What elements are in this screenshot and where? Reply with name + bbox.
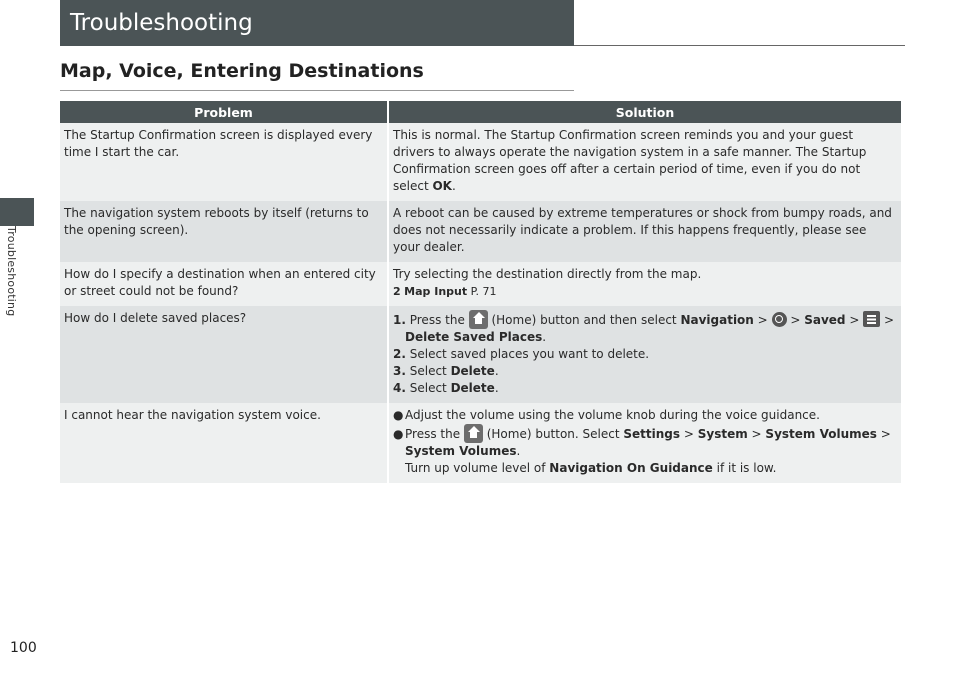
step-1 bbox=[393, 310, 897, 329]
note-text: Turn up volume level of bbox=[405, 461, 550, 475]
solution-cell bbox=[388, 262, 901, 306]
step-number: 2. bbox=[393, 347, 406, 361]
delete-ui-label: Delete bbox=[450, 364, 495, 378]
period: . bbox=[542, 330, 547, 344]
solution-cell bbox=[388, 306, 901, 403]
delete-ui-label: Delete bbox=[450, 381, 495, 395]
bullet-icon: ● bbox=[393, 408, 404, 422]
bullet-text: (Home) button. Select bbox=[482, 427, 624, 441]
title-rule bbox=[574, 45, 905, 46]
step-number: 1. bbox=[393, 313, 406, 327]
separator: > bbox=[680, 427, 698, 441]
solution-cell bbox=[388, 403, 901, 483]
subtitle-rule bbox=[60, 90, 574, 91]
bullet-2-note bbox=[393, 460, 897, 477]
side-section-label: Troubleshooting bbox=[5, 226, 18, 317]
menu-icon bbox=[863, 311, 880, 327]
troubleshooting-table bbox=[60, 101, 901, 483]
separator: > bbox=[786, 313, 805, 327]
system-volumes-ui-label: System Volumes bbox=[765, 427, 877, 441]
step-text: Select bbox=[405, 381, 451, 395]
table-row bbox=[60, 123, 901, 201]
table-row bbox=[60, 262, 901, 306]
period: . bbox=[516, 444, 521, 458]
settings-ui-label: Settings bbox=[623, 427, 681, 441]
section-subtitle: Map, Voice, Entering Destinations bbox=[60, 60, 424, 82]
system-ui-label: System bbox=[697, 427, 748, 441]
bullet-2 bbox=[393, 424, 897, 443]
reference-arrow-icon: 2 bbox=[393, 285, 401, 298]
step-text: Select bbox=[405, 364, 451, 378]
problem-cell: The navigation system reboots by itself (returns to the opening screen). bbox=[60, 201, 388, 262]
reference-label: Map Input bbox=[404, 285, 468, 298]
system-volumes-ui-label: System Volumes bbox=[405, 444, 517, 458]
home-button-icon bbox=[464, 424, 483, 443]
table-row bbox=[60, 403, 901, 483]
reference-page: P. 71 bbox=[467, 285, 497, 298]
problem-cell: How do I specify a destination when an entered city or street could not be found? bbox=[60, 262, 388, 306]
table-row bbox=[60, 201, 901, 262]
problem-cell: I cannot hear the navigation system voice. bbox=[60, 403, 388, 483]
period: . bbox=[494, 381, 499, 395]
step-1-cont bbox=[393, 329, 897, 346]
delete-saved-places-ui-label: Delete Saved Places bbox=[405, 330, 543, 344]
step-text: Select saved places you want to delete. bbox=[405, 347, 650, 361]
problem-cell: How do I delete saved places? bbox=[60, 306, 388, 403]
search-icon bbox=[772, 312, 787, 327]
column-header-solution: Solution bbox=[388, 101, 901, 123]
bullet-2-cont bbox=[393, 443, 897, 460]
navigation-ui-label: Navigation bbox=[680, 313, 754, 327]
step-2 bbox=[393, 346, 897, 363]
table-header-row bbox=[60, 101, 901, 123]
step-text: (Home) button and then select bbox=[487, 313, 681, 327]
side-section-tab bbox=[0, 198, 34, 226]
period: . bbox=[494, 364, 499, 378]
step-3 bbox=[393, 363, 897, 380]
ok-ui-label: OK bbox=[432, 179, 452, 193]
separator: > bbox=[747, 427, 766, 441]
note-text: if it is low. bbox=[712, 461, 777, 475]
solution-text: This is normal. The Startup Confirmation screen reminds you and your guest drivers to always operate the navigation system in a safe manner. The Startup Confirmation screen goes off after a certain period of time, even if you do not select bbox=[393, 128, 867, 193]
bullet-1 bbox=[393, 407, 897, 424]
page-number: 100 bbox=[10, 640, 37, 656]
separator: > bbox=[845, 313, 864, 327]
problem-cell: The Startup Confirmation screen is displayed every time I start the car. bbox=[60, 123, 388, 201]
bullet-text: Adjust the volume using the volume knob during the voice guidance. bbox=[405, 408, 820, 422]
table-row bbox=[60, 306, 901, 403]
bullet-icon: ● bbox=[393, 427, 404, 441]
navigation-on-guidance-ui-label: Navigation On Guidance bbox=[549, 461, 713, 475]
separator: > bbox=[753, 313, 772, 327]
saved-ui-label: Saved bbox=[804, 313, 846, 327]
title-bar bbox=[60, 0, 574, 46]
cross-reference-link[interactable] bbox=[393, 283, 897, 300]
solution-end: . bbox=[451, 179, 456, 193]
step-text: Press the bbox=[405, 313, 469, 327]
solution-text: Try selecting the destination directly from the map. bbox=[393, 267, 702, 281]
step-number: 4. bbox=[393, 381, 406, 395]
step-4 bbox=[393, 380, 897, 397]
solution-cell bbox=[388, 123, 901, 201]
page-title: Troubleshooting bbox=[70, 10, 253, 36]
bullet-text: Press the bbox=[405, 427, 464, 441]
column-header-problem: Problem bbox=[60, 101, 388, 123]
solution-cell: A reboot can be caused by extreme temperatures or shock from bumpy roads, and does not necessarily indicate a problem. If this happens frequently, please see your dealer. bbox=[388, 201, 901, 262]
separator: > bbox=[880, 313, 895, 327]
separator: > bbox=[876, 427, 891, 441]
home-button-icon bbox=[469, 310, 488, 329]
step-number: 3. bbox=[393, 364, 406, 378]
